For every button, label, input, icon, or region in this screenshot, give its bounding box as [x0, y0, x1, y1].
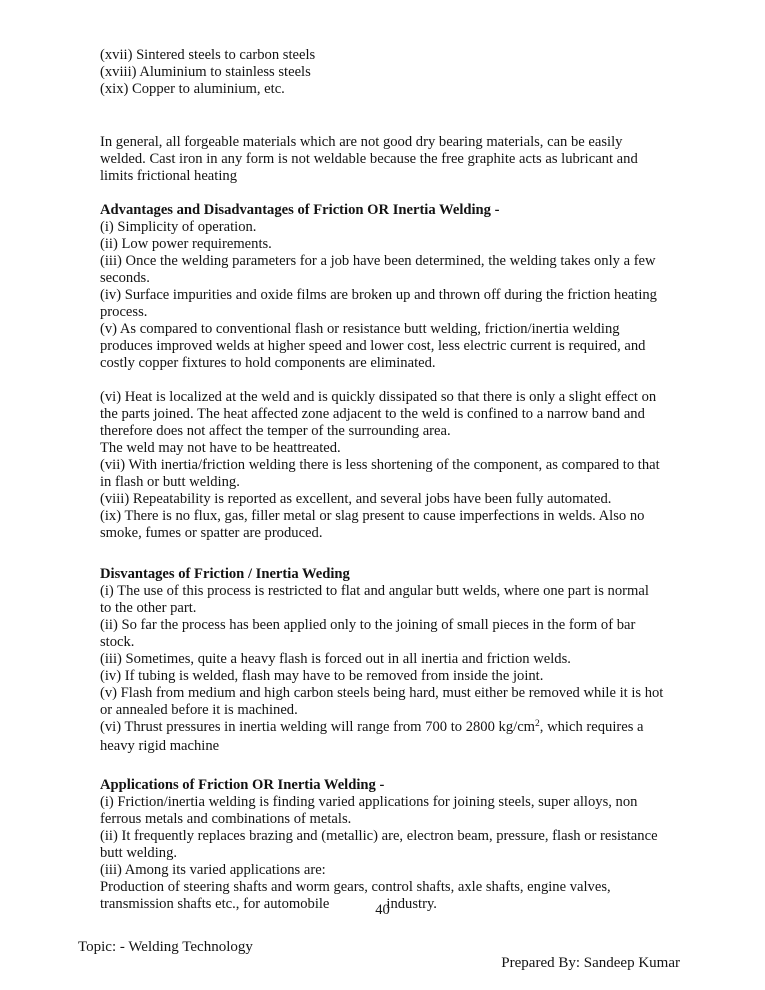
paragraph-line: butt welding. — [100, 845, 178, 861]
paragraph-line: to the other part. — [100, 600, 197, 616]
paragraph-line: produces improved welds at higher speed and lower cost, less electric current is required, and — [100, 338, 646, 354]
paragraph-line: process. — [100, 304, 148, 320]
superscript-exponent: 2 — [535, 719, 540, 729]
list-item: (xvii) Sintered steels to carbon steels — [100, 47, 316, 63]
paragraph-line: costly copper fixtures to hold components are eliminated. — [100, 355, 436, 371]
paragraph-line: ferrous metals and combinations of metals. — [100, 811, 352, 827]
paragraph-line: in flash or butt welding. — [100, 474, 240, 490]
paragraph-line: (i) The use of this process is restricted to flat and angular butt welds, where one part is normal — [100, 583, 649, 599]
paragraph-line: stock. — [100, 634, 135, 650]
section-heading-disadvantages: Disvantages of Friction / Inertia Weding — [100, 566, 350, 582]
paragraph-line: (v) Flash from medium and high carbon steels being hard, must either be removed while it is hot — [100, 685, 664, 701]
paragraph-line: (vi) Heat is localized at the weld and is quickly dissipated so that there is only a slight effect on — [100, 389, 657, 405]
paragraph-line: (i) Simplicity of operation. — [100, 219, 257, 235]
last-line-after-tab: industry. — [386, 896, 437, 912]
last-line-before-tab: transmission shafts etc., for automobile — [100, 896, 330, 912]
paragraph-line: or annealed before it is machined. — [100, 702, 298, 718]
paragraph-line: limits frictional heating — [100, 168, 237, 184]
paragraph-line: heavy rigid machine — [100, 738, 220, 754]
paragraph-line: (iv) If tubing is welded, flash may have to be removed from inside the joint. — [100, 668, 544, 684]
paragraph-line: smoke, fumes or spatter are produced. — [100, 525, 323, 541]
paragraph-line: therefore does not affect the temper of the surrounding area. — [100, 423, 451, 439]
footer-topic: Topic: - Welding Technology — [78, 939, 253, 955]
paragraph-line: The weld may not have to be heattreated. — [100, 440, 341, 456]
paragraph-line: In general, all forgeable materials which are not good dry bearing materials, can be easily — [100, 134, 623, 150]
thrust-text-after: , which requires a — [539, 719, 644, 735]
paragraph-line: (ii) So far the process has been applied only to the joining of small pieces in the form of bar — [100, 617, 636, 633]
spacer — [100, 755, 700, 777]
footer-prepared-by: Prepared By: Sandeep Kumar — [501, 955, 680, 971]
paragraph-line: welded. Cast iron in any form is not weldable because the free graphite acts as lubricant and — [100, 151, 638, 167]
spacer — [100, 185, 700, 202]
page-number: 40 — [375, 902, 390, 918]
paragraph-line: the parts joined. The heat affected zone adjacent to the weld is confined to a narrow band and — [100, 406, 645, 422]
paragraph-line: (ix) There is no flux, gas, filler metal or slag present to cause imperfections in welds. Also no — [100, 508, 645, 524]
paragraph-line: (v) As compared to conventional flash or resistance butt welding, friction/inertia welding — [100, 321, 620, 337]
paragraph-line: Production of steering shafts and worm gears, control shafts, axle shafts, engine valves, — [100, 879, 611, 895]
thrust-text-before: (vi) Thrust pressures in inertia welding will range from 700 to 2800 kg/cm — [100, 719, 536, 735]
list-item: (xviii) Aluminium to stainless steels — [100, 64, 311, 80]
paragraph-line: (ii) Low power requirements. — [100, 236, 272, 252]
paragraph-line: (viii) Repeatability is reported as excellent, and several jobs have been fully automated. — [100, 491, 612, 507]
paragraph-line: (ii) It frequently replaces brazing and (metallic) are, electron beam, pressure, flash or resistance — [100, 828, 658, 844]
spacer — [100, 372, 700, 389]
section-heading-advantages: Advantages and Disadvantages of Friction OR Inertia Welding - — [100, 202, 500, 218]
paragraph-line: (vii) With inertia/friction welding there is less shortening of the component, as compared to that — [100, 457, 660, 473]
paragraph-line: (iii) Once the welding parameters for a job have been determined, the welding takes only a few — [100, 253, 656, 269]
paragraph-line: (iv) Surface impurities and oxide films are broken up and thrown off during the friction heating — [100, 287, 657, 303]
paragraph-line: (i) Friction/inertia welding is finding varied applications for joining steels, super alloys, non — [100, 794, 638, 810]
spacer — [100, 98, 700, 134]
paragraph-line: (iii) Sometimes, quite a heavy flash is forced out in all inertia and friction welds. — [100, 651, 571, 667]
section-heading-applications: Applications of Friction OR Inertia Welding - — [100, 777, 385, 793]
paragraph-line: seconds. — [100, 270, 150, 286]
spacer — [100, 542, 700, 566]
document-body — [100, 47, 700, 913]
paragraph-line: (iii) Among its varied applications are: — [100, 862, 326, 878]
paragraph-line-with-superscript — [100, 719, 700, 738]
list-item: (xix) Copper to aluminium, etc. — [100, 81, 285, 97]
